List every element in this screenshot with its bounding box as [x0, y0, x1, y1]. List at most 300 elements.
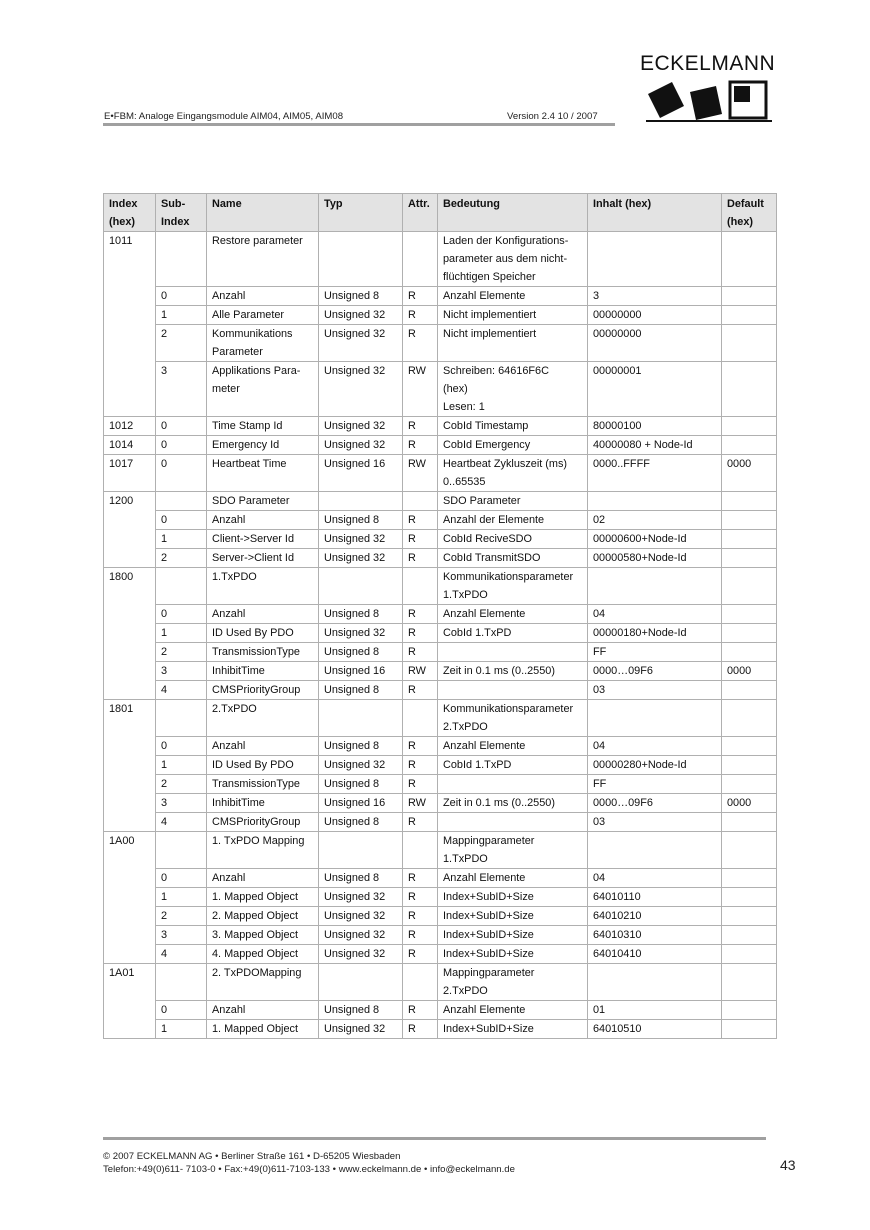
cell-typ: Unsigned 8	[319, 737, 403, 756]
cell-typ: Unsigned 32	[319, 926, 403, 945]
cell-inhalt: 00000000	[588, 306, 722, 325]
cell-index: 1012	[104, 417, 156, 436]
cell-default	[722, 530, 777, 549]
cell-index	[104, 362, 156, 417]
table-row	[104, 511, 777, 530]
cell-attr	[403, 964, 438, 1001]
cell-bedeutung: CobId Emergency	[438, 436, 588, 455]
cell-attr: R	[403, 287, 438, 306]
column-header-inhalt: Inhalt (hex)	[588, 194, 722, 232]
cell-attr	[403, 832, 438, 869]
cell-attr: R	[403, 869, 438, 888]
cell-typ: Unsigned 16	[319, 662, 403, 681]
cell-name: Anzahl	[207, 287, 319, 306]
cell-default	[722, 436, 777, 455]
cell-inhalt: 40000080 + Node-Id	[588, 436, 722, 455]
cell-subindex: 3	[156, 794, 207, 813]
cell-subindex: 2	[156, 775, 207, 794]
table-row	[104, 232, 777, 287]
cell-attr: R	[403, 530, 438, 549]
cell-index	[104, 643, 156, 662]
cell-index	[104, 869, 156, 888]
cell-subindex: 3	[156, 362, 207, 417]
page-number: 43	[780, 1157, 796, 1173]
cell-subindex: 0	[156, 417, 207, 436]
cell-typ: Unsigned 32	[319, 417, 403, 436]
cell-attr: R	[403, 511, 438, 530]
cell-inhalt	[588, 700, 722, 737]
cell-bedeutung: SDO Parameter	[438, 492, 588, 511]
table-row	[104, 737, 777, 756]
cell-default	[722, 813, 777, 832]
cell-inhalt: 80000100	[588, 417, 722, 436]
cell-attr: RW	[403, 455, 438, 492]
cell-default: 0000	[722, 455, 777, 492]
cell-inhalt: 00000000	[588, 325, 722, 362]
cell-index: 1011	[104, 232, 156, 287]
column-header-index: Index (hex)	[104, 194, 156, 232]
cell-typ: Unsigned 8	[319, 643, 403, 662]
cell-typ: Unsigned 32	[319, 325, 403, 362]
cell-bedeutung: Kommunikationsparameter 2.TxPDO	[438, 700, 588, 737]
cell-default: 0000	[722, 662, 777, 681]
cell-index	[104, 737, 156, 756]
cell-typ: Unsigned 8	[319, 511, 403, 530]
table-row	[104, 287, 777, 306]
footer-contact: Telefon:+49(0)611- 7103-0 • Fax:+49(0)611-7103-133 • www.eckelmann.de • info@eckelmann.de	[103, 1164, 515, 1175]
cell-attr: R	[403, 436, 438, 455]
cell-subindex: 4	[156, 681, 207, 700]
cell-default	[722, 287, 777, 306]
table-row	[104, 964, 777, 1001]
cell-bedeutung: Kommunikationsparameter 1.TxPDO	[438, 568, 588, 605]
cell-typ: Unsigned 32	[319, 1020, 403, 1039]
cell-name: Emergency Id	[207, 436, 319, 455]
cell-index	[104, 888, 156, 907]
cell-default	[722, 306, 777, 325]
cell-index: 1017	[104, 455, 156, 492]
cell-subindex	[156, 568, 207, 605]
cell-inhalt: 00000180+Node-Id	[588, 624, 722, 643]
cell-name: Applikations Para- meter	[207, 362, 319, 417]
cell-index: 1800	[104, 568, 156, 605]
cell-attr: R	[403, 325, 438, 362]
cell-subindex: 1	[156, 756, 207, 775]
cell-bedeutung: CobId Timestamp	[438, 417, 588, 436]
cell-inhalt: 64010310	[588, 926, 722, 945]
cell-subindex: 0	[156, 869, 207, 888]
cell-index	[104, 511, 156, 530]
cell-subindex: 0	[156, 737, 207, 756]
cell-bedeutung: CobId TransmitSDO	[438, 549, 588, 568]
cell-default	[722, 775, 777, 794]
cell-attr: R	[403, 945, 438, 964]
cell-default	[722, 756, 777, 775]
cell-typ: Unsigned 32	[319, 888, 403, 907]
cell-index	[104, 945, 156, 964]
cell-name: Anzahl	[207, 869, 319, 888]
object-dictionary-table	[103, 193, 777, 1039]
table-row	[104, 832, 777, 869]
cell-name: ID Used By PDO	[207, 756, 319, 775]
cell-attr: R	[403, 926, 438, 945]
cell-attr: R	[403, 417, 438, 436]
cell-index	[104, 605, 156, 624]
cell-bedeutung: CobId 1.TxPD	[438, 624, 588, 643]
table-row	[104, 681, 777, 700]
cell-inhalt: FF	[588, 643, 722, 662]
cell-subindex: 4	[156, 813, 207, 832]
cell-typ: Unsigned 32	[319, 624, 403, 643]
cell-index	[104, 624, 156, 643]
cell-name: 2. Mapped Object	[207, 907, 319, 926]
cell-default	[722, 737, 777, 756]
header-rule	[103, 123, 615, 126]
cell-bedeutung: Mappingparameter 2.TxPDO	[438, 964, 588, 1001]
cell-name: Alle Parameter	[207, 306, 319, 325]
cell-name: 2.TxPDO	[207, 700, 319, 737]
cell-inhalt: 64010110	[588, 888, 722, 907]
cell-attr: R	[403, 756, 438, 775]
cell-inhalt: 00000001	[588, 362, 722, 417]
cell-bedeutung	[438, 681, 588, 700]
cell-default	[722, 926, 777, 945]
cell-name: Anzahl	[207, 511, 319, 530]
cell-default	[722, 325, 777, 362]
cell-inhalt: 00000580+Node-Id	[588, 549, 722, 568]
cell-typ: Unsigned 8	[319, 681, 403, 700]
table-row	[104, 926, 777, 945]
cell-subindex: 0	[156, 605, 207, 624]
cell-bedeutung: Index+SubID+Size	[438, 926, 588, 945]
cell-default	[722, 232, 777, 287]
table-row	[104, 605, 777, 624]
cell-inhalt: 03	[588, 813, 722, 832]
cell-name: TransmissionType	[207, 775, 319, 794]
cell-typ	[319, 232, 403, 287]
cell-name: Heartbeat Time	[207, 455, 319, 492]
cell-bedeutung	[438, 775, 588, 794]
cell-bedeutung: Anzahl Elemente	[438, 1001, 588, 1020]
column-header-bedeutung: Bedeutung	[438, 194, 588, 232]
cell-default	[722, 832, 777, 869]
cell-index	[104, 306, 156, 325]
cell-index	[104, 756, 156, 775]
cell-index	[104, 549, 156, 568]
cell-inhalt	[588, 232, 722, 287]
cell-bedeutung: CobId 1.TxPD	[438, 756, 588, 775]
cell-name: 1. Mapped Object	[207, 888, 319, 907]
cell-bedeutung: Zeit in 0.1 ms (0..2550)	[438, 794, 588, 813]
cell-bedeutung: Index+SubID+Size	[438, 888, 588, 907]
footer-rule	[103, 1137, 766, 1140]
table-row	[104, 306, 777, 325]
cell-typ: Unsigned 8	[319, 813, 403, 832]
cell-bedeutung: Heartbeat Zykluszeit (ms) 0..65535	[438, 455, 588, 492]
cell-subindex: 0	[156, 455, 207, 492]
cell-bedeutung: Nicht implementiert	[438, 306, 588, 325]
cell-bedeutung	[438, 813, 588, 832]
cell-typ	[319, 700, 403, 737]
cell-typ: Unsigned 32	[319, 436, 403, 455]
cell-default	[722, 700, 777, 737]
cell-typ	[319, 832, 403, 869]
cell-subindex: 2	[156, 907, 207, 926]
cell-index	[104, 530, 156, 549]
eckelmann-logo	[640, 52, 776, 124]
cell-name: InhibitTime	[207, 794, 319, 813]
cell-subindex: 0	[156, 436, 207, 455]
cell-inhalt	[588, 492, 722, 511]
table-row	[104, 455, 777, 492]
table-row	[104, 568, 777, 605]
cell-name: 1. TxPDO Mapping	[207, 832, 319, 869]
cell-subindex	[156, 492, 207, 511]
cell-typ: Unsigned 16	[319, 455, 403, 492]
cell-default	[722, 681, 777, 700]
cell-bedeutung: Zeit in 0.1 ms (0..2550)	[438, 662, 588, 681]
table-row	[104, 907, 777, 926]
cell-name: 1.TxPDO	[207, 568, 319, 605]
cell-default: 0000	[722, 794, 777, 813]
cell-subindex: 3	[156, 926, 207, 945]
cell-bedeutung: Anzahl Elemente	[438, 605, 588, 624]
logo-wordmark: ECKELMANN	[640, 52, 776, 75]
cell-inhalt: 02	[588, 511, 722, 530]
cell-typ: Unsigned 8	[319, 775, 403, 794]
cell-attr: RW	[403, 794, 438, 813]
cell-bedeutung: Index+SubID+Size	[438, 945, 588, 964]
cell-index	[104, 287, 156, 306]
cell-default	[722, 1001, 777, 1020]
table-row	[104, 624, 777, 643]
cell-name: TransmissionType	[207, 643, 319, 662]
cell-name: 3. Mapped Object	[207, 926, 319, 945]
cell-index	[104, 681, 156, 700]
cell-index	[104, 662, 156, 681]
cell-inhalt: 00000280+Node-Id	[588, 756, 722, 775]
cell-index	[104, 1001, 156, 1020]
cell-subindex: 2	[156, 643, 207, 662]
cell-bedeutung: Nicht implementiert	[438, 325, 588, 362]
cell-typ: Unsigned 32	[319, 945, 403, 964]
cell-index	[104, 325, 156, 362]
cell-name: Time Stamp Id	[207, 417, 319, 436]
cell-default	[722, 964, 777, 1001]
cell-default	[722, 907, 777, 926]
cell-subindex	[156, 832, 207, 869]
cell-name: Anzahl	[207, 737, 319, 756]
cell-bedeutung: Anzahl der Elemente	[438, 511, 588, 530]
cell-typ: Unsigned 16	[319, 794, 403, 813]
cell-index: 1A00	[104, 832, 156, 869]
cell-attr	[403, 232, 438, 287]
cell-name: Restore parameter	[207, 232, 319, 287]
cell-attr: R	[403, 775, 438, 794]
cell-attr: RW	[403, 662, 438, 681]
table-row	[104, 549, 777, 568]
table-header-row	[104, 194, 777, 232]
cell-default	[722, 869, 777, 888]
cell-name: 2. TxPDOMapping	[207, 964, 319, 1001]
cell-index	[104, 1020, 156, 1039]
cell-typ: Unsigned 32	[319, 549, 403, 568]
column-header-default: Default (hex)	[722, 194, 777, 232]
cell-name: Anzahl	[207, 605, 319, 624]
cell-name: Kommunikations Parameter	[207, 325, 319, 362]
cell-index	[104, 926, 156, 945]
cell-default	[722, 643, 777, 662]
cell-attr: R	[403, 643, 438, 662]
cell-attr: R	[403, 737, 438, 756]
header-document-title: E•FBM: Analoge Eingangsmodule AIM04, AIM05, AIM08	[104, 111, 344, 122]
cell-inhalt: 01	[588, 1001, 722, 1020]
cell-subindex: 1	[156, 624, 207, 643]
cell-subindex: 1	[156, 1020, 207, 1039]
cell-typ: Unsigned 8	[319, 869, 403, 888]
cell-subindex	[156, 232, 207, 287]
cell-attr: R	[403, 306, 438, 325]
cell-bedeutung: Laden der Konfigurations- parameter aus dem nicht- flüchtigen Speicher	[438, 232, 588, 287]
cell-index	[104, 775, 156, 794]
cell-name: InhibitTime	[207, 662, 319, 681]
cell-inhalt: 0000…09F6	[588, 794, 722, 813]
cell-attr: R	[403, 888, 438, 907]
cell-typ: Unsigned 32	[319, 756, 403, 775]
cell-attr: R	[403, 1001, 438, 1020]
cell-attr	[403, 492, 438, 511]
cell-name: CMSPriorityGroup	[207, 813, 319, 832]
cell-subindex: 3	[156, 662, 207, 681]
cell-bedeutung: Index+SubID+Size	[438, 907, 588, 926]
cell-attr: R	[403, 907, 438, 926]
cell-name: SDO Parameter	[207, 492, 319, 511]
cell-default	[722, 945, 777, 964]
cell-subindex: 2	[156, 549, 207, 568]
cell-typ: Unsigned 32	[319, 530, 403, 549]
cell-name: 4. Mapped Object	[207, 945, 319, 964]
table-row	[104, 700, 777, 737]
cell-typ: Unsigned 8	[319, 287, 403, 306]
cell-typ: Unsigned 8	[319, 1001, 403, 1020]
table-row	[104, 530, 777, 549]
cell-inhalt: 03	[588, 681, 722, 700]
cell-default	[722, 888, 777, 907]
cell-inhalt: 3	[588, 287, 722, 306]
cell-default	[722, 624, 777, 643]
cell-name: Server->Client Id	[207, 549, 319, 568]
cell-attr	[403, 568, 438, 605]
cell-index: 1801	[104, 700, 156, 737]
cell-index: 1014	[104, 436, 156, 455]
cell-attr: R	[403, 605, 438, 624]
cell-index	[104, 794, 156, 813]
cell-subindex: 0	[156, 287, 207, 306]
cell-subindex: 0	[156, 511, 207, 530]
cell-default	[722, 511, 777, 530]
cell-inhalt	[588, 832, 722, 869]
footer-address: © 2007 ECKELMANN AG • Berliner Straße 161 • D-65205 Wiesbaden	[103, 1151, 401, 1162]
cell-subindex: 2	[156, 325, 207, 362]
column-header-attr: Attr.	[403, 194, 438, 232]
table-row	[104, 662, 777, 681]
table-row	[104, 1020, 777, 1039]
cell-bedeutung	[438, 643, 588, 662]
cell-subindex: 0	[156, 1001, 207, 1020]
cell-attr: R	[403, 813, 438, 832]
cell-subindex: 1	[156, 888, 207, 907]
cell-inhalt: 0000…09F6	[588, 662, 722, 681]
table-row	[104, 775, 777, 794]
cell-typ: Unsigned 8	[319, 605, 403, 624]
cell-bedeutung: Schreiben: 64616F6C (hex) Lesen: 1	[438, 362, 588, 417]
cell-attr: R	[403, 624, 438, 643]
cell-bedeutung: Anzahl Elemente	[438, 287, 588, 306]
cell-inhalt: 00000600+Node-Id	[588, 530, 722, 549]
cell-typ: Unsigned 32	[319, 907, 403, 926]
table-row	[104, 417, 777, 436]
cell-inhalt: 04	[588, 869, 722, 888]
cell-attr: R	[403, 549, 438, 568]
table-row	[104, 492, 777, 511]
cell-name: Anzahl	[207, 1001, 319, 1020]
cell-inhalt: 64010410	[588, 945, 722, 964]
table-row	[104, 756, 777, 775]
cell-subindex: 4	[156, 945, 207, 964]
cell-default	[722, 492, 777, 511]
cell-default	[722, 417, 777, 436]
cell-name: 1. Mapped Object	[207, 1020, 319, 1039]
cell-typ: Unsigned 32	[319, 362, 403, 417]
cell-index: 1A01	[104, 964, 156, 1001]
table-row	[104, 869, 777, 888]
cell-bedeutung: Index+SubID+Size	[438, 1020, 588, 1039]
table-row	[104, 325, 777, 362]
table-row	[104, 436, 777, 455]
cell-default	[722, 362, 777, 417]
cell-attr	[403, 700, 438, 737]
cell-bedeutung: CobId ReciveSDO	[438, 530, 588, 549]
cell-bedeutung: Anzahl Elemente	[438, 737, 588, 756]
cell-inhalt: 04	[588, 605, 722, 624]
cell-inhalt: 64010510	[588, 1020, 722, 1039]
cell-inhalt	[588, 568, 722, 605]
cell-typ	[319, 492, 403, 511]
cell-inhalt: 0000..FFFF	[588, 455, 722, 492]
cell-attr: R	[403, 1020, 438, 1039]
table-row	[104, 794, 777, 813]
cell-subindex: 1	[156, 530, 207, 549]
cell-default	[722, 549, 777, 568]
header-version: Version 2.4 10 / 2007	[507, 111, 598, 122]
cell-default	[722, 605, 777, 624]
table-row	[104, 643, 777, 662]
cell-default	[722, 1020, 777, 1039]
cell-index	[104, 907, 156, 926]
cell-inhalt: FF	[588, 775, 722, 794]
cell-typ: Unsigned 32	[319, 306, 403, 325]
cell-name: ID Used By PDO	[207, 624, 319, 643]
cell-default	[722, 568, 777, 605]
table-row	[104, 945, 777, 964]
table-row	[104, 813, 777, 832]
cell-attr: RW	[403, 362, 438, 417]
cell-name: Client->Server Id	[207, 530, 319, 549]
column-header-subindex: Sub- Index	[156, 194, 207, 232]
column-header-name: Name	[207, 194, 319, 232]
cell-index: 1200	[104, 492, 156, 511]
cell-inhalt	[588, 964, 722, 1001]
